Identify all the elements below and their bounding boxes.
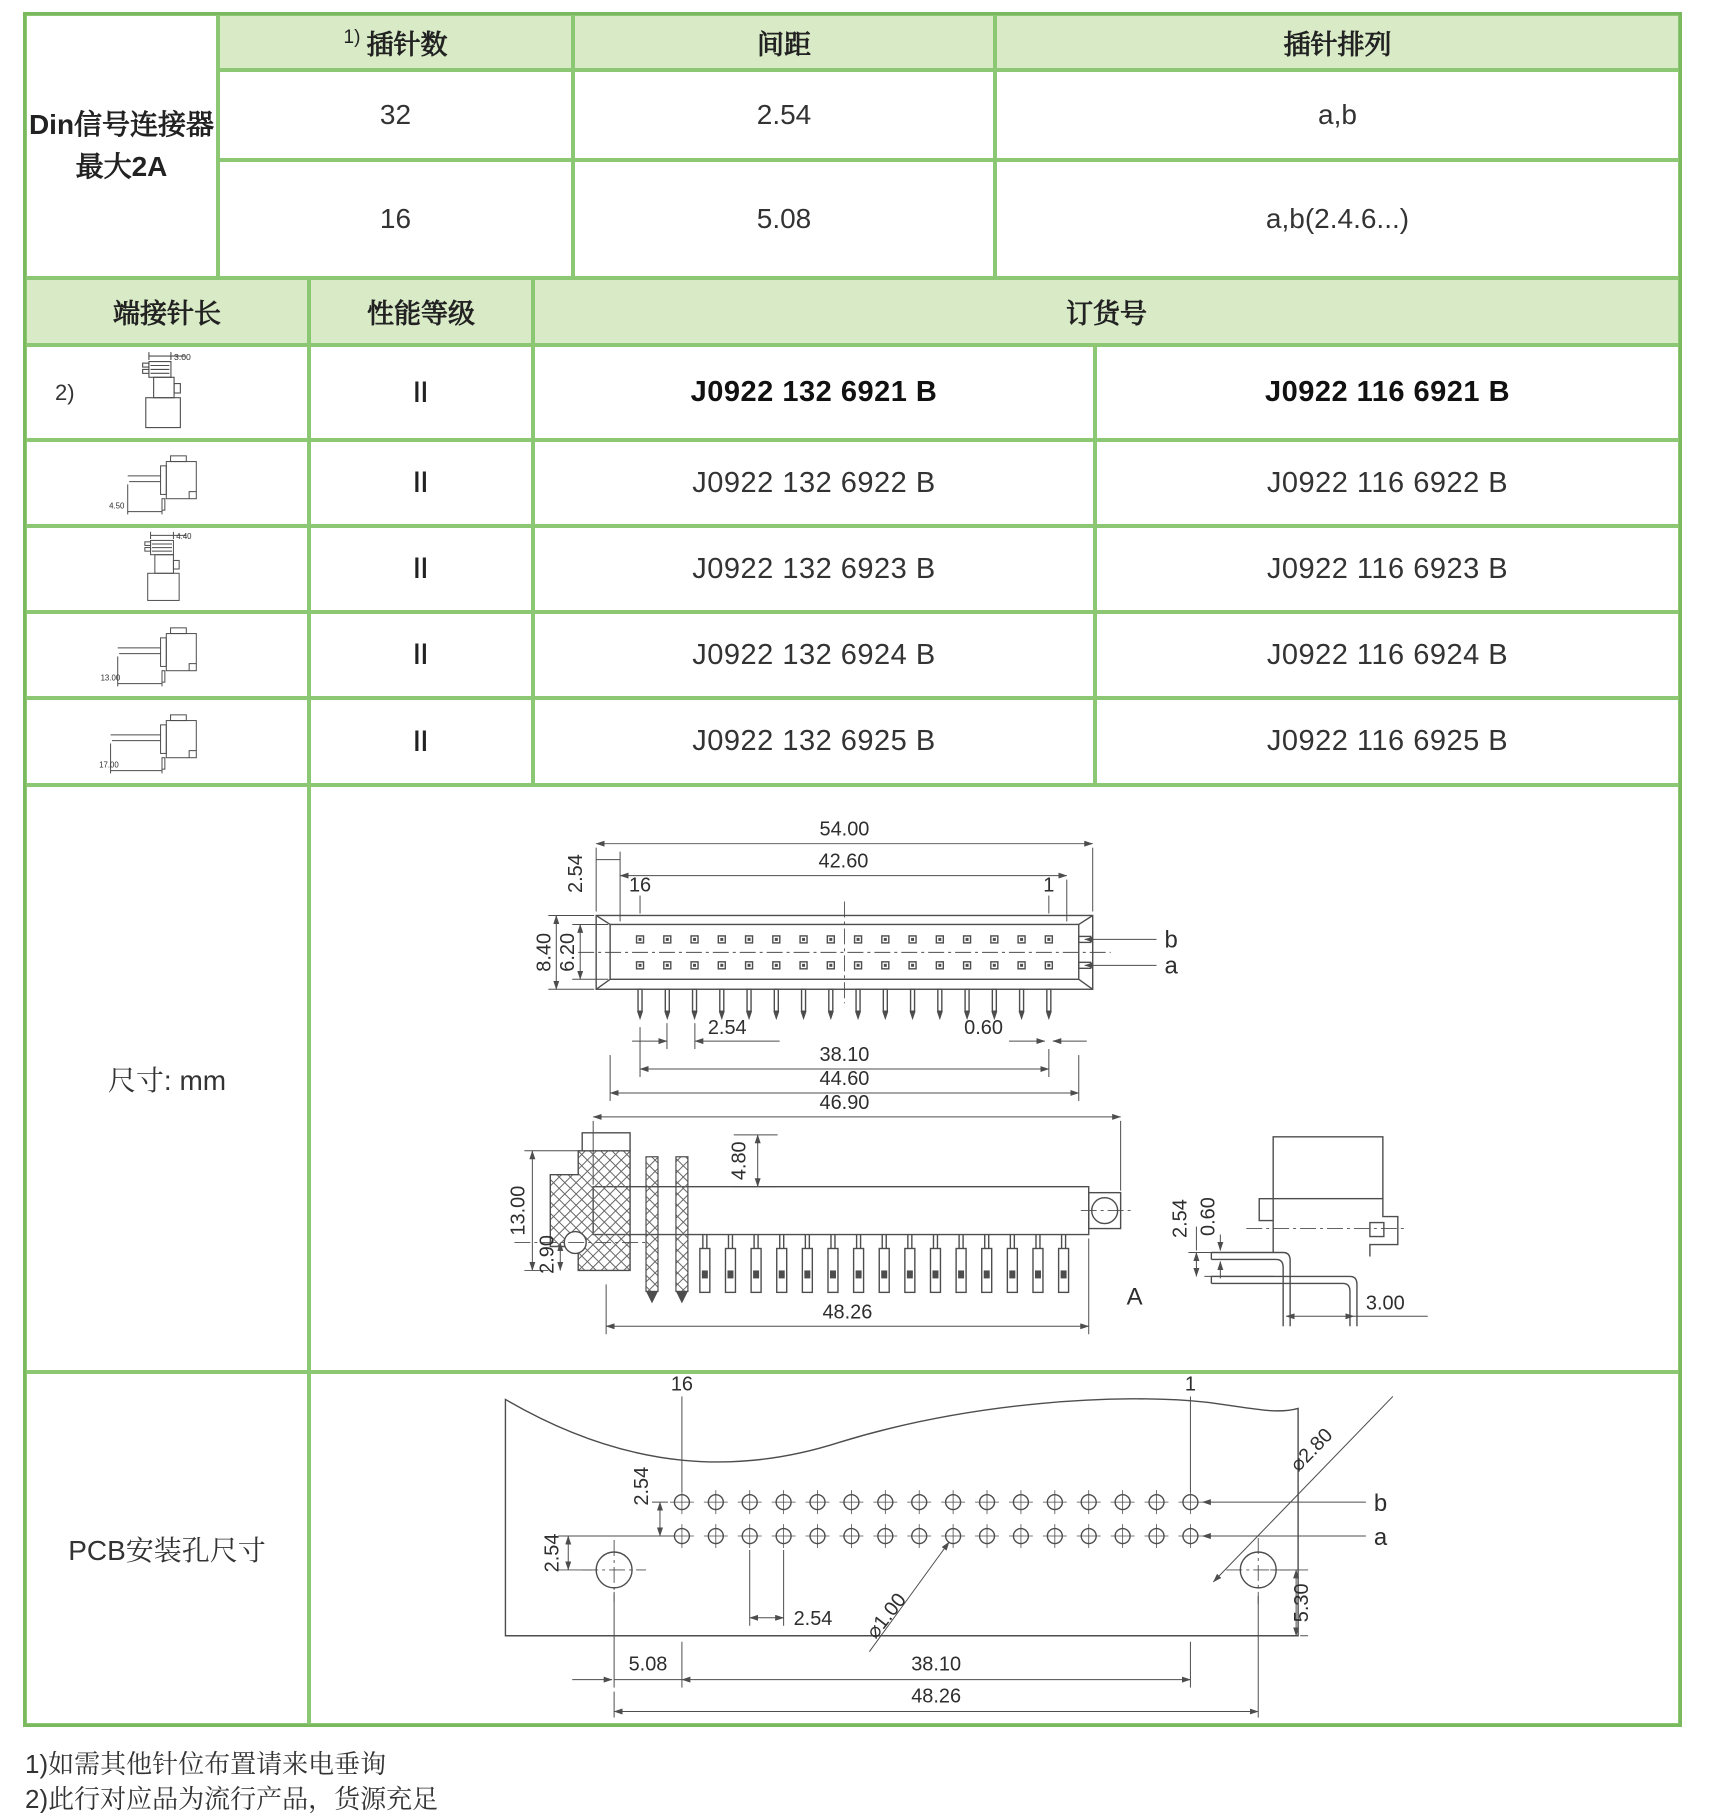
dim-254-left: 2.54	[541, 1533, 564, 1573]
termination-drawing-row4	[25, 612, 309, 698]
side-view	[507, 1092, 1142, 1334]
arrangement-ab: a,b	[995, 70, 1680, 160]
order-row2-16: J0922 116 6922 B	[1095, 440, 1680, 526]
pcb-hole-drawing	[311, 1374, 1678, 1723]
mini-dim-label: 4.50	[109, 501, 125, 511]
product-label-cell	[25, 14, 218, 278]
header-order-number: 订货号	[533, 278, 1680, 345]
header-pin-count-label: 插针数	[366, 29, 448, 60]
front-view	[533, 819, 1178, 1101]
dim-254-angle: 2.54	[1169, 1199, 1192, 1238]
footnote-ref-2: 2)	[55, 379, 75, 405]
arrangement-ab246: a,b(2.4.6...)	[995, 160, 1680, 278]
order-row4-32: J0922 132 6924 B	[533, 612, 1095, 698]
pcb-pin-16: 16	[670, 1374, 694, 1396]
mini-dim-label: 4.40	[176, 532, 192, 541]
class-row3: II	[309, 526, 533, 612]
order-row4-16: J0922 116 6924 B	[1095, 612, 1680, 698]
termination-drawing-row1	[25, 345, 309, 440]
pitch-508: 5.08	[573, 160, 995, 278]
pcb-row-a: a	[1373, 1524, 1388, 1552]
product-name: Din信号连接器	[28, 109, 215, 140]
dimension-drawing	[311, 787, 1678, 1370]
pcb-section-label-cell	[25, 1372, 309, 1725]
class-row5: II	[309, 698, 533, 785]
angle-view	[1169, 1137, 1427, 1326]
dim-840: 8.40	[533, 932, 556, 972]
row-a-label: a	[1164, 952, 1178, 980]
row-b-label: b	[1164, 926, 1178, 954]
dim-254-pin: 2.54	[707, 1017, 747, 1040]
dim-530: 5.30	[1291, 1583, 1314, 1623]
mini-dim-label: 17.00	[99, 760, 119, 770]
class-row4: II	[309, 612, 533, 698]
dim-1300: 13.00	[507, 1185, 530, 1236]
dim-3810-pcb: 38.10	[911, 1653, 962, 1676]
termination-drawing-row2	[25, 440, 309, 526]
pin-drawing-angle-13mm	[72, 615, 262, 695]
dim-300: 3.00	[1365, 1292, 1405, 1315]
dim-508: 5.08	[628, 1653, 668, 1676]
order-row5-16: J0922 116 6925 B	[1095, 698, 1680, 785]
pin-16-label: 16	[628, 874, 652, 897]
dim-060: 0.60	[964, 1017, 1003, 1040]
footnote-ref-1: 1)	[343, 27, 361, 48]
pcb-pin-1: 1	[1184, 1374, 1196, 1396]
order-row3-32: J0922 132 6923 B	[533, 526, 1095, 612]
order-row2-32: J0922 132 6922 B	[533, 440, 1095, 526]
pin-count-32: 32	[218, 70, 573, 160]
order-row1-16: J0922 116 6921 B	[1095, 345, 1680, 440]
header-pin-count	[218, 14, 573, 70]
pcb-section-label: PCB安装孔尺寸	[68, 1534, 266, 1566]
pcb-drawing-cell	[309, 1372, 1680, 1725]
dims-section-label: 尺寸: mm	[107, 1064, 227, 1096]
product-rating: 最大2A	[75, 151, 168, 182]
termination-drawing-row3	[25, 526, 309, 612]
dim-290: 2.90	[536, 1235, 559, 1274]
pin-drawing-straight-3mm	[72, 349, 262, 437]
order-row3-16: J0922 116 6923 B	[1095, 526, 1680, 612]
header-pitch: 间距	[573, 14, 995, 70]
mini-dim-label: 13.00	[100, 673, 121, 683]
dims-section-label-cell	[25, 785, 309, 1372]
dim-620: 6.20	[557, 932, 580, 972]
dim-4826: 48.26	[822, 1301, 873, 1324]
dim-4826-pcb: 48.26	[911, 1685, 962, 1708]
footnote-1: 1)如需其他针位布置请来电垂询	[25, 1749, 387, 1779]
section-a-label: A	[1126, 1283, 1143, 1311]
order-row5-32: J0922 132 6925 B	[533, 698, 1095, 785]
class-row2: II	[309, 440, 533, 526]
dim-54: 54.00	[819, 818, 870, 841]
dim-dia-280: ⌀2.80	[1286, 1424, 1338, 1477]
termination-drawing-row5	[25, 698, 309, 785]
dim-254-top: 2.54	[565, 854, 588, 894]
dim-3810: 38.10	[819, 1044, 870, 1067]
dim-254-pitch: 2.54	[793, 1607, 833, 1630]
header-termination-length: 端接针长	[25, 278, 309, 345]
pin-1-label: 1	[1043, 874, 1055, 897]
pcb-row-b: b	[1373, 1490, 1388, 1518]
dim-254-rows: 2.54	[631, 1466, 654, 1506]
dim-4260: 42.60	[818, 850, 869, 873]
order-row1-32: J0922 132 6921 B	[533, 345, 1095, 440]
class-row1: II	[309, 345, 533, 440]
mini-dim-label: 3.00	[174, 351, 191, 362]
header-pin-arrangement: 插针排列	[995, 14, 1680, 70]
footnote-2: 2)此行对应品为流行产品，货源充足	[25, 1784, 439, 1813]
pcb-view	[505, 1374, 1392, 1718]
dims-drawing-cell	[309, 785, 1680, 1372]
pin-drawing-straight-44mm	[72, 529, 262, 609]
dim-4690: 46.90	[819, 1091, 870, 1114]
pitch-254: 2.54	[573, 70, 995, 160]
dim-4460: 44.60	[819, 1067, 870, 1090]
pin-count-16: 16	[218, 160, 573, 278]
dim-060-angle: 0.60	[1197, 1197, 1220, 1237]
dim-480: 4.80	[728, 1141, 751, 1181]
pin-drawing-angle-17mm	[72, 702, 262, 782]
header-performance-class: 性能等级	[309, 278, 533, 345]
dim-dia-100: ⌀1.00	[862, 1589, 911, 1643]
pin-drawing-angle-45mm	[72, 443, 262, 523]
